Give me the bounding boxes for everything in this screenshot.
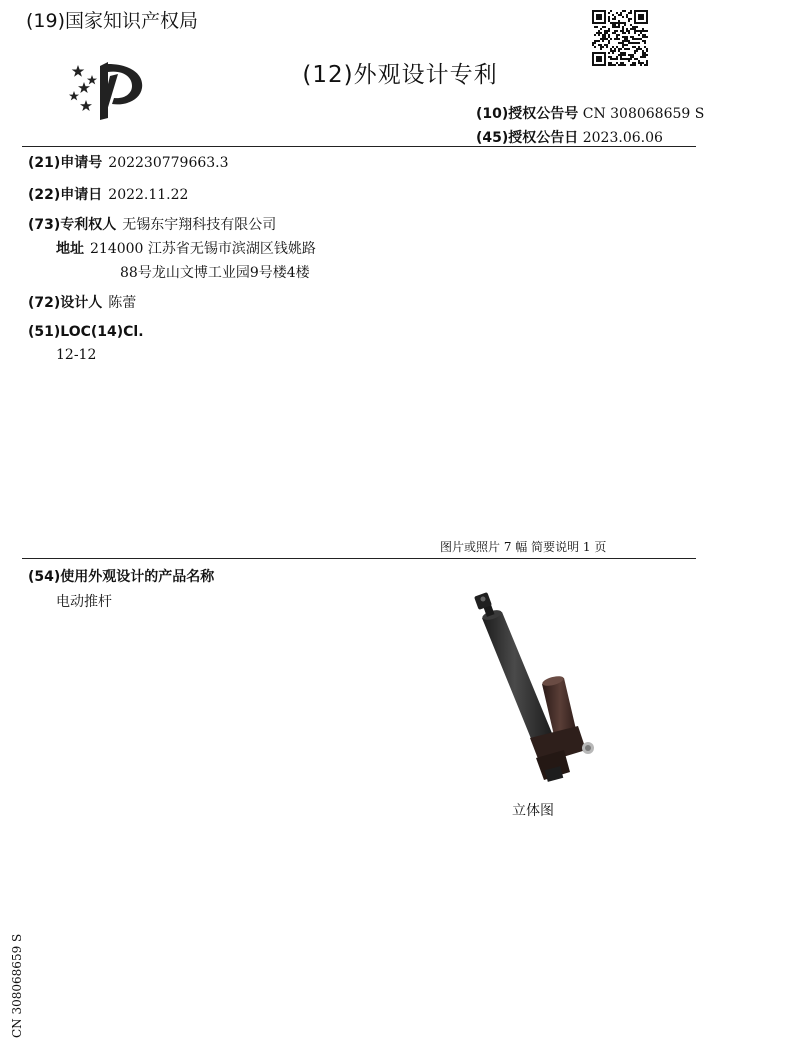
publication-number-label: (10)授权公告号: [476, 106, 579, 122]
address-row: [56, 238, 316, 258]
office-code: (19): [26, 10, 66, 32]
office-name: 国家知识产权局: [65, 10, 199, 32]
publication-date-label: (45)授权公告日: [476, 130, 579, 146]
patentee-row: [28, 214, 276, 234]
address-line-1: 214000 江苏省无锡市滨湖区钱姚路: [90, 241, 316, 257]
product-name-label-row: [28, 566, 214, 586]
patentee-label: (73)专利权人: [28, 217, 117, 233]
actuator-illustration: [460, 588, 610, 788]
loc-class-value: 12-12: [56, 347, 97, 363]
publication-number: [476, 103, 704, 123]
application-number-label: (21)申请号: [28, 155, 103, 171]
designer-value: 陈蕾: [108, 295, 137, 311]
application-number-row: [28, 152, 229, 172]
designer-label: (72)设计人: [28, 295, 103, 311]
address-label: 地址: [56, 241, 84, 257]
address-line-2: 88号龙山文博工业园9号楼4楼: [120, 265, 310, 281]
patentee-value: 无锡东宇翔科技有限公司: [122, 217, 277, 233]
publication-date-value: 2023.06.06: [582, 130, 663, 146]
side-publication-number: CN 308068659 S: [10, 933, 24, 1038]
section-divider: [22, 558, 696, 559]
header-divider: [22, 146, 696, 147]
application-number-value: 202230779663.3: [108, 155, 229, 171]
application-date-value: 2022.11.22: [108, 187, 189, 203]
application-date-row: [28, 184, 188, 204]
product-name-value: 电动推杆: [56, 594, 112, 610]
publication-date: [476, 127, 663, 147]
loc-class-label: (51)LOC(14)Cl.: [28, 324, 144, 340]
publication-number-value: CN 308068659 S: [582, 106, 705, 122]
document-type-title: (12)外观设计专利: [302, 62, 498, 88]
product-name-label: (54)使用外观设计的产品名称: [28, 569, 215, 585]
designer-row: [28, 292, 136, 312]
figure-caption: 立体图: [512, 803, 554, 819]
product-name-row: [56, 591, 112, 611]
office-header: [26, 6, 198, 33]
loc-class-value-row: [56, 347, 96, 363]
loc-class-row: [28, 324, 144, 340]
application-date-label: (22)申请日: [28, 187, 103, 203]
address-row-2: [120, 262, 310, 282]
pages-note: 图片或照片 7 幅 简要说明 1 页: [440, 540, 607, 554]
